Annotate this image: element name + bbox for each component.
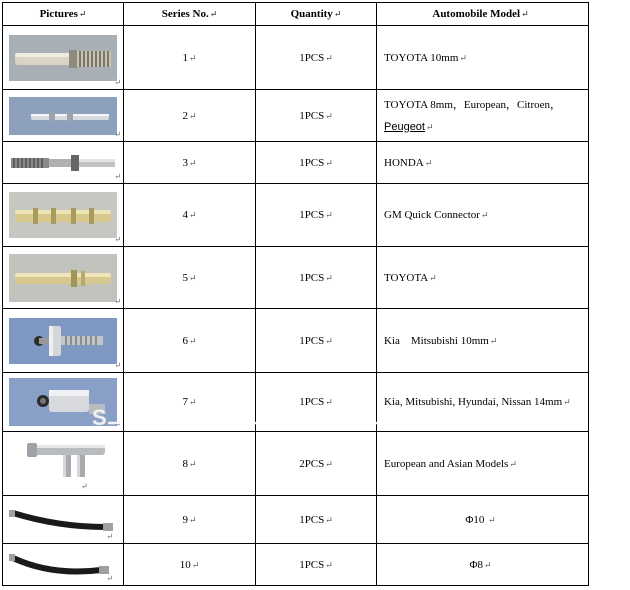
quantity-cell: 1PCS↵ xyxy=(256,544,377,586)
black-hose-icon xyxy=(9,550,117,580)
t-bolt-fitting-icon xyxy=(9,318,117,364)
quantity-cell: 1PCS↵ xyxy=(256,496,377,544)
model-cell: TOYOTA 8mm，European，Citroen， Peugeot↵ xyxy=(377,90,589,142)
table-row xyxy=(3,90,589,142)
thin-rod-fitting-icon xyxy=(9,97,117,135)
table-row xyxy=(3,142,589,184)
parts-spec-table xyxy=(2,2,589,586)
dual-outlet-fitting-icon xyxy=(13,437,113,491)
header-row xyxy=(3,3,589,26)
quantity-cell: 2PCS↵ xyxy=(256,432,377,496)
model-cell: GM Quick Connector↵ xyxy=(377,184,589,247)
threaded-bolt-fitting-icon xyxy=(7,151,119,175)
picture-cell: ↵ xyxy=(3,142,124,184)
quantity-cell: 1PCS↵ xyxy=(256,184,377,247)
black-hose-icon xyxy=(9,503,117,537)
table-row xyxy=(3,544,589,586)
quantity-cell: 1PCS↵ xyxy=(256,142,377,184)
series-cell: 4↵ xyxy=(124,184,256,247)
series-cell: 3↵ xyxy=(124,142,256,184)
quick-connector-fitting-icon xyxy=(9,192,117,238)
model-cell: European and Asian Models↵ xyxy=(377,432,589,496)
picture-cell: ↵ xyxy=(3,432,124,496)
series-cell: 2↵ xyxy=(124,90,256,142)
model-cell: HONDA↵ xyxy=(377,142,589,184)
series-cell: 10↵ xyxy=(124,544,256,586)
series-cell: 5↵ xyxy=(124,247,256,309)
table-row xyxy=(3,373,589,432)
block-fitting-icon xyxy=(9,378,117,426)
model-cell: TOYOTA↵ xyxy=(377,247,589,309)
table-row xyxy=(3,247,589,309)
header-automobile-model: Automobile Model↵ xyxy=(377,3,589,26)
picture-cell: ↵ xyxy=(3,496,124,544)
picture-cell: ↵ xyxy=(3,309,124,373)
header-series-no: Series No.↵ xyxy=(124,3,256,26)
header-pictures: Pictures↵ xyxy=(3,3,124,26)
series-cell: 6↵ xyxy=(124,309,256,373)
model-cell: Φ8↵ xyxy=(377,544,589,586)
table-row xyxy=(3,496,589,544)
model-cell: Φ10 ↵ xyxy=(377,496,589,544)
picture-cell: ↵ xyxy=(3,247,124,309)
series-cell: 7↵ xyxy=(124,373,256,432)
quantity-cell: 1PCS↵ xyxy=(256,26,377,90)
header-quantity: Quantity↵ xyxy=(256,3,377,26)
table-row xyxy=(3,432,589,496)
table-row xyxy=(3,184,589,247)
quantity-cell: 1PCS↵ xyxy=(256,90,377,142)
picture-cell: ↵ xyxy=(3,373,124,432)
table-row xyxy=(3,26,589,90)
picture-cell: ↵ xyxy=(3,184,124,247)
picture-cell: ↵ xyxy=(3,544,124,586)
series-cell: 8↵ xyxy=(124,432,256,496)
watermark-text: S xyxy=(92,405,107,430)
model-cell: TOYOTA 10mm↵ xyxy=(377,26,589,90)
series-cell: 1↵ xyxy=(124,26,256,90)
model-cell: Kia, Mitsubishi, Hyundai, Nissan 14mm↵ xyxy=(377,373,589,432)
quantity-cell: 1PCS↵ xyxy=(256,309,377,373)
model-cell: Kia Mitsubishi 10mm↵ xyxy=(377,309,589,373)
picture-cell: ↵ xyxy=(3,90,124,142)
quantity-cell: 1PCS↵ xyxy=(256,373,377,432)
table-row xyxy=(3,309,589,373)
quantity-cell: 1PCS↵ xyxy=(256,247,377,309)
series-cell: 9↵ xyxy=(124,496,256,544)
straight-pipe-fitting-icon xyxy=(9,254,117,302)
long-threaded-fitting-icon xyxy=(9,35,117,81)
picture-cell: ↵ xyxy=(3,26,124,90)
